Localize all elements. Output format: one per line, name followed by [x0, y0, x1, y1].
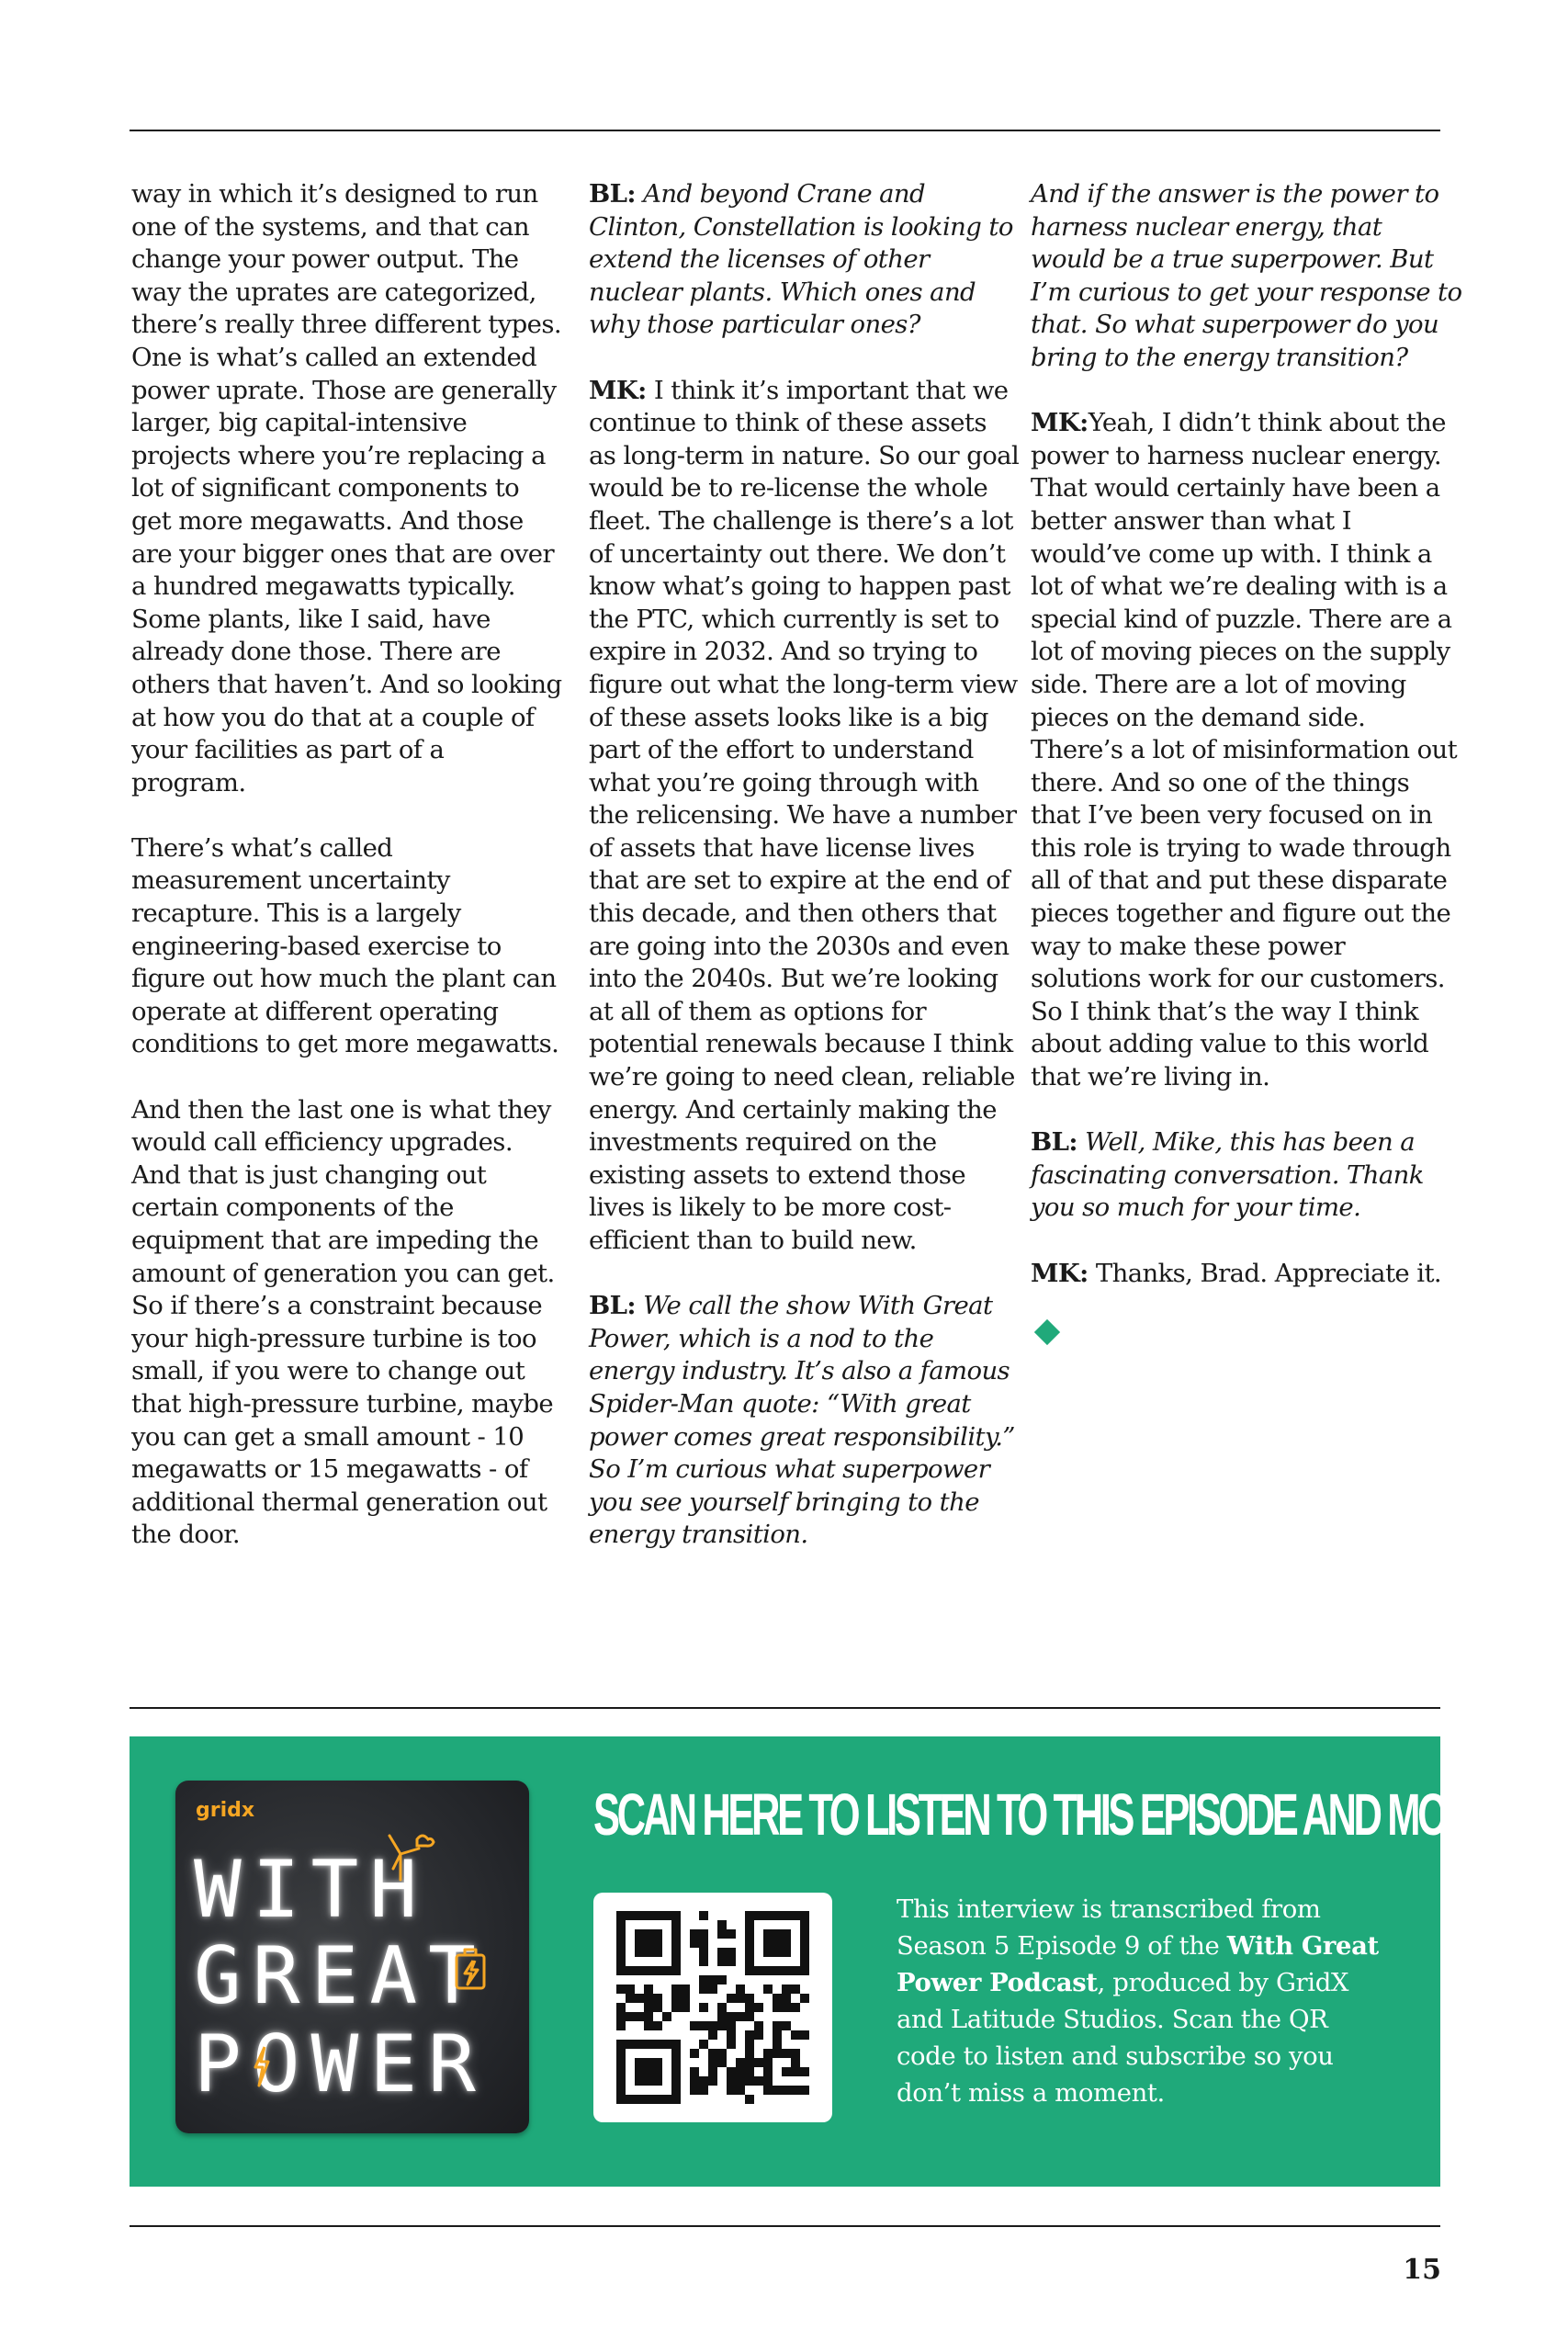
- qr-module: [745, 1911, 754, 1920]
- qr-module: [616, 1939, 626, 1948]
- cover-word-power: POWER: [194, 2018, 487, 2110]
- qr-module: [727, 2012, 736, 2021]
- qr-module: [717, 2021, 727, 2030]
- qr-module: [773, 1911, 782, 1920]
- qr-module: [800, 1994, 809, 2003]
- qr-module: [644, 2012, 653, 2021]
- qr-module: [690, 2076, 699, 2086]
- qr-module: [754, 1966, 763, 1975]
- qr-module: [782, 2003, 791, 2012]
- qr-module: [653, 1966, 662, 1975]
- qr-module: [708, 2076, 717, 2086]
- podcast-banner: [130, 1736, 1495, 2187]
- qr-module: [699, 1984, 708, 1994]
- qr-module: [727, 2086, 736, 2095]
- qr-module: [626, 1911, 635, 1920]
- banner-headline: SCAN HERE TO LISTEN TO THIS EPISODE AND MORE: [593, 1781, 1495, 1848]
- qr-module: [644, 2095, 653, 2104]
- qr-module: [745, 1920, 754, 1929]
- qr-module: [616, 1957, 626, 1966]
- qr-module: [782, 2049, 791, 2058]
- qr-module: [717, 1929, 727, 1939]
- qr-module: [791, 1984, 800, 1994]
- qr-module: [699, 2021, 708, 2030]
- qr-module: [671, 1957, 681, 1966]
- qr-module: [644, 2040, 653, 2049]
- qr-module: [791, 2086, 800, 2095]
- question-bl: [1031, 1126, 1462, 1225]
- qr-module: [745, 1994, 754, 2003]
- qr-module: [644, 1929, 653, 1939]
- qr-module: [763, 2049, 773, 2058]
- qr-module: [671, 2049, 681, 2058]
- qr-module: [717, 2012, 727, 2021]
- qr-module: [791, 1966, 800, 1975]
- qr-module: [782, 1994, 791, 2003]
- qr-module: [690, 2086, 699, 2095]
- qr-module: [782, 1929, 791, 1939]
- qr-module: [763, 2058, 773, 2067]
- speaker-label: MK:: [589, 375, 647, 405]
- question-continued: And if the answer is the power to harness nuclear energy, that would be a true superpower. But I’m curious to get your response to that. So what superpower do you bring to the energy transition?: [1031, 179, 1462, 372]
- qr-module: [653, 1929, 662, 1939]
- qr-module: [727, 2076, 736, 2086]
- qr-module: [745, 1966, 754, 1975]
- lightning-bolt-icon: [252, 2045, 272, 2087]
- qr-module: [671, 2095, 681, 2104]
- qr-module: [662, 2012, 671, 2021]
- qr-module: [653, 2067, 662, 2076]
- column-1: [131, 178, 563, 1552]
- qr-module: [773, 2086, 782, 2095]
- qr-module: [763, 2076, 773, 2086]
- qr-module: [699, 1957, 708, 1966]
- qr-module: [763, 1911, 773, 1920]
- qr-module: [773, 2030, 782, 2040]
- qr-module: [644, 1948, 653, 1957]
- qr-module: [671, 1948, 681, 1957]
- qr-module: [727, 1948, 736, 1957]
- qr-module: [699, 2040, 708, 2049]
- qr-module: [616, 2003, 626, 2012]
- qr-module: [671, 1929, 681, 1939]
- qr-module: [708, 1984, 717, 1994]
- answer-mk: [1031, 407, 1462, 1093]
- qr-module: [616, 1984, 626, 1994]
- qr-module: [653, 2076, 662, 2086]
- qr-module: [717, 1975, 727, 1984]
- qr-module: [616, 1966, 626, 1975]
- paragraph: And then the last one is what they would call efficiency upgrades. And that is just changing out certain components of the equipment that are impeding the amount of generation you can get. So if there’s a constraint because your high-pressure turbine is too small, if you were to change out that high-pressure turbine, maybe you can get a small amount - 10 megawatts or 15 megawatts - of additional thermal generation out the door.: [131, 1094, 555, 1550]
- qr-module: [635, 2095, 644, 2104]
- qr-module: [635, 2040, 644, 2049]
- qr-module: [616, 2021, 626, 2030]
- qr-module: [745, 2049, 754, 2058]
- qr-module: [671, 1966, 681, 1975]
- qr-module: [745, 2095, 754, 2104]
- qr-module: [754, 2076, 763, 2086]
- battery-bolt-icon: [451, 1946, 491, 1992]
- qr-module: [708, 2067, 717, 2076]
- qr-module: [717, 2049, 727, 2058]
- answer-mk: [589, 375, 1021, 1258]
- qr-module: [736, 2067, 745, 2076]
- qr-module: [626, 2040, 635, 2049]
- qr-module: [616, 1911, 626, 1920]
- qr-module: [644, 1966, 653, 1975]
- qr-module: [699, 2086, 708, 2095]
- description-text: , produced by GridX and Latitude Studios. Scan the QR code to listen and subscribe so you don’t miss a moment.: [897, 1968, 1349, 2108]
- qr-module: [727, 1957, 736, 1966]
- qr-module: [662, 2095, 671, 2104]
- qr-module: [727, 2030, 736, 2040]
- qr-module: [699, 1975, 708, 1984]
- qr-module: [635, 2058, 644, 2067]
- bottom-rule: [130, 2225, 1440, 2227]
- top-rule: [130, 130, 1440, 131]
- qr-module: [754, 2058, 763, 2067]
- qr-module: [644, 2076, 653, 2086]
- question-text: We call the show With Great Power, which is a nod to the energy industry. It’s also a famous Spider-Man quote: “With great power comes great responsibility.” So I’m curious what superpower you see yourself bringing to the energy transition.: [589, 1291, 1015, 1550]
- speaker-label: BL:: [589, 1291, 636, 1321]
- qr-module: [800, 1939, 809, 1948]
- question-bl: [589, 1290, 1021, 1552]
- qr-module: [727, 2067, 736, 2076]
- qr-module: [782, 1939, 791, 1948]
- episode-description: [897, 1891, 1383, 2111]
- qr-module: [763, 1984, 773, 1994]
- podcast-cover-art[interactable]: [175, 1781, 529, 2133]
- qr-module: [699, 1939, 708, 1948]
- qr-module: [773, 1939, 782, 1948]
- qr-module: [671, 2058, 681, 2067]
- qr-module: [644, 2003, 653, 2012]
- qr-module: [635, 2076, 644, 2086]
- answer-mk: [1031, 1258, 1462, 1291]
- qr-module: [681, 2003, 690, 2012]
- qr-module: [754, 1911, 763, 1920]
- qr-module: [745, 1948, 754, 1957]
- qr-module: [800, 1966, 809, 1975]
- cover-word-with: WITH: [194, 1844, 429, 1936]
- qr-module: [782, 1948, 791, 1957]
- qr-module: [736, 1984, 745, 1994]
- qr-module: [727, 1929, 736, 1939]
- paragraph: There’s what’s called measurement uncertainty recapture. This is a largely engineering-based exercise to figure out how much the plant can operate at different operating conditions to get more megawatts.: [131, 832, 559, 1059]
- qr-module: [754, 2003, 763, 2012]
- qr-module: [690, 2049, 699, 2058]
- qr-module: [745, 1939, 754, 1948]
- qr-module: [763, 1929, 773, 1939]
- qr-module: [773, 2040, 782, 2049]
- qr-module: [616, 2040, 626, 2049]
- qr-module: [635, 2067, 644, 2076]
- qr-module: [644, 2067, 653, 2076]
- qr-module: [616, 2049, 626, 2058]
- qr-module: [708, 2058, 717, 2067]
- qr-module: [800, 1957, 809, 1966]
- qr-module: [763, 1966, 773, 1975]
- qr-module: [782, 1911, 791, 1920]
- qr-module: [671, 1920, 681, 1929]
- qr-module: [681, 1984, 690, 1994]
- qr-module: [662, 1966, 671, 1975]
- speaker-label: MK:: [1031, 1258, 1089, 1288]
- qr-module: [671, 1984, 681, 1994]
- qr-module: [745, 2030, 754, 2040]
- qr-module: [671, 1911, 681, 1920]
- qr-module: [644, 2021, 653, 2030]
- qr-module: [671, 2040, 681, 2049]
- qr-module: [745, 1957, 754, 1966]
- qr-code[interactable]: [593, 1893, 832, 2122]
- qr-module: [800, 1929, 809, 1939]
- question-bl: [589, 178, 1021, 342]
- page-number: 15: [1403, 2254, 1441, 2286]
- qr-module: [644, 2058, 653, 2067]
- qr-module: [773, 1994, 782, 2003]
- qr-code-image: [616, 1911, 809, 2104]
- description-text: This interview is transcribed from Season 5 Episode 9 of the: [897, 1894, 1321, 1961]
- qr-module: [616, 2086, 626, 2095]
- qr-module: [782, 2021, 791, 2030]
- qr-module: [754, 2030, 763, 2040]
- question-text: Well, Mike, this has been a fascinating conversation. Thank you so much for your time.: [1031, 1127, 1424, 1223]
- qr-module: [662, 1911, 671, 1920]
- qr-module: [635, 1929, 644, 1939]
- qr-module: [791, 1911, 800, 1920]
- qr-module: [626, 1966, 635, 1975]
- cover-word-great: GREAT: [194, 1930, 487, 2022]
- qr-module: [653, 1948, 662, 1957]
- qr-module: [671, 2086, 681, 2095]
- qr-module: [626, 1994, 635, 2003]
- qr-module: [745, 2040, 754, 2049]
- qr-module: [763, 1948, 773, 1957]
- qr-module: [626, 2012, 635, 2021]
- qr-module: [653, 2095, 662, 2104]
- qr-module: [635, 2012, 644, 2021]
- qr-module: [736, 2012, 745, 2021]
- qr-module: [671, 1994, 681, 2003]
- column-2: [589, 178, 1021, 1552]
- qr-module: [635, 1948, 644, 1957]
- qr-module: [773, 1948, 782, 1957]
- qr-module: [791, 2049, 800, 2058]
- wind-turbine-icon: [382, 1826, 437, 1882]
- qr-module: [635, 1994, 644, 2003]
- qr-module: [745, 2003, 754, 2012]
- qr-module: [717, 1948, 727, 1957]
- qr-module: [773, 1929, 782, 1939]
- qr-module: [671, 2003, 681, 2012]
- qr-module: [727, 2040, 736, 2049]
- qr-module: [708, 1975, 717, 1984]
- qr-module: [791, 2058, 800, 2067]
- qr-module: [644, 1939, 653, 1948]
- qr-module: [791, 2003, 800, 2012]
- qr-module: [653, 2021, 662, 2030]
- qr-module: [800, 1920, 809, 1929]
- qr-module: [782, 2086, 791, 2095]
- qr-module: [773, 2003, 782, 2012]
- qr-module: [800, 2067, 809, 2076]
- qr-module: [635, 1911, 644, 1920]
- qr-module: [616, 2095, 626, 2104]
- qr-module: [736, 2058, 745, 2067]
- speaker-label: BL:: [589, 179, 636, 209]
- qr-module: [616, 1929, 626, 1939]
- qr-module: [773, 2049, 782, 2058]
- qr-module: [782, 1966, 791, 1975]
- qr-module: [616, 2076, 626, 2086]
- qr-module: [773, 2021, 782, 2030]
- qr-module: [635, 1939, 644, 1948]
- qr-module: [791, 2030, 800, 2040]
- qr-module: [800, 1948, 809, 1957]
- qr-module: [717, 1957, 727, 1966]
- qr-module: [699, 1911, 708, 1920]
- qr-module: [690, 1929, 699, 1939]
- qr-module: [671, 1939, 681, 1948]
- qr-module: [708, 2021, 717, 2030]
- qr-module: [662, 2040, 671, 2049]
- speaker-label: MK:: [1031, 408, 1089, 438]
- gridx-logo: gridx: [196, 1799, 255, 1822]
- qr-module: [727, 2021, 736, 2030]
- qr-module: [745, 2076, 754, 2086]
- qr-module: [653, 1911, 662, 1920]
- qr-module: [745, 2058, 754, 2067]
- qr-module: [626, 2095, 635, 2104]
- qr-module: [763, 1939, 773, 1948]
- qr-module: [616, 1948, 626, 1957]
- answer-text: Yeah, I didn’t think about the power to harness nuclear energy. That would certainly have been a better answer than what I would’ve come up with. I think a lot of what we’re dealing with is a special kind of puzzle. There are a lot of moving pieces on the supply side. There are a lot of moving pieces on the demand side. There’s a lot of misinformation out there. And so one of the things that I’ve been very focused on in this role is trying to wade through all of that and put these disparate pieces together and figure out the way to make these power solutions work for our customers. So I think that’s the way I think about adding value to this world that we’re living in.: [1031, 408, 1458, 1092]
- qr-module: [800, 2086, 809, 2095]
- paragraph: way in which it’s designed to run one of the systems, and that can change your power output. The way the uprates are categorized, there’s really three different types. One is what’s called an extended power uprate. Those are generally larger, big capital-intensive projects where you’re replacing a lot of significant components to get more megawatts. And those are your bigger ones that are over a hundred megawatts typically. Some plants, like I said, have already done those. There are others that haven’t. And so looking at how you do that at a couple of your facilities as part of a program.: [131, 179, 562, 797]
- qr-module: [626, 1984, 635, 1994]
- qr-module: [727, 1994, 736, 2003]
- qr-module: [644, 1984, 653, 1994]
- qr-module: [644, 1994, 653, 2003]
- qr-module: [736, 2086, 745, 2095]
- question-text: And beyond Crane and Clinton, Constellation is looking to extend the licenses of other nuclear plants. Which ones and why those particular ones?: [589, 179, 1013, 340]
- qr-module: [800, 1911, 809, 1920]
- qr-module: [773, 1966, 782, 1975]
- speaker-label: BL:: [1031, 1127, 1077, 1158]
- qr-module: [736, 2076, 745, 2086]
- qr-module: [708, 2030, 717, 2040]
- qr-module: [653, 1939, 662, 1948]
- qr-module: [782, 1984, 791, 1994]
- qr-module: [699, 1929, 708, 1939]
- qr-module: [671, 2067, 681, 2076]
- qr-module: [681, 1994, 690, 2003]
- qr-module: [653, 1994, 662, 2003]
- qr-module: [745, 1929, 754, 1939]
- qr-module: [653, 2003, 662, 2012]
- qr-module: [690, 1939, 699, 1948]
- qr-module: [717, 2003, 727, 2012]
- qr-module: [653, 2058, 662, 2067]
- qr-module: [690, 2067, 699, 2076]
- qr-module: [708, 2049, 717, 2058]
- qr-module: [635, 1966, 644, 1975]
- podcast-name: With Great Power Podcast: [897, 1931, 1379, 1997]
- answer-text: I think it’s important that we continue to think of these assets as long-term in nature. So our goal would be to re-license the whole fleet. The challenge is there’s a lot of uncertainty out there. We don’t know what’s going to happen past the PTC, which currently is set to expire in 2032. And so trying to figure out what the long-term view of these assets looks like is a big part of the effort to understand what you’re going through with the relicensing. We have a number of assets that have license lives that are set to expire at the end of this decade, and then others that are going into the 2030s and even into the 2040s. But we’re looking at all of them as options for potential renewals because I think we’re going to need clean, reliable energy. And certainly making the investments required on the existing assets to extend those lives is likely to be more cost-efficient than to build new.: [589, 375, 1020, 1255]
- column-3: [1031, 178, 1462, 1341]
- qr-module: [717, 2058, 727, 2067]
- mid-rule: [130, 1707, 1440, 1709]
- qr-module: [763, 2086, 773, 2095]
- qr-module: [763, 2067, 773, 2076]
- qr-module: [644, 1911, 653, 1920]
- qr-module: [800, 2030, 809, 2040]
- qr-module: [616, 2067, 626, 2076]
- qr-module: [653, 2040, 662, 2049]
- qr-module: [745, 2067, 754, 2076]
- qr-module: [616, 2012, 626, 2021]
- qr-module: [616, 2058, 626, 2067]
- qr-module: [791, 2067, 800, 2076]
- qr-module: [736, 1994, 745, 2003]
- qr-module: [616, 1920, 626, 1929]
- qr-module: [754, 2021, 763, 2030]
- qr-module: [699, 2003, 708, 2012]
- qr-module: [717, 1920, 727, 1929]
- end-diamond-icon: [1034, 1319, 1060, 1345]
- qr-module: [671, 2076, 681, 2086]
- qr-module: [690, 2021, 699, 2030]
- qr-module: [745, 2012, 754, 2021]
- answer-text: Thanks, Brad. Appreciate it.: [1088, 1258, 1442, 1288]
- qr-module: [699, 1948, 708, 1957]
- qr-module: [699, 2076, 708, 2086]
- qr-module: [782, 2067, 791, 2076]
